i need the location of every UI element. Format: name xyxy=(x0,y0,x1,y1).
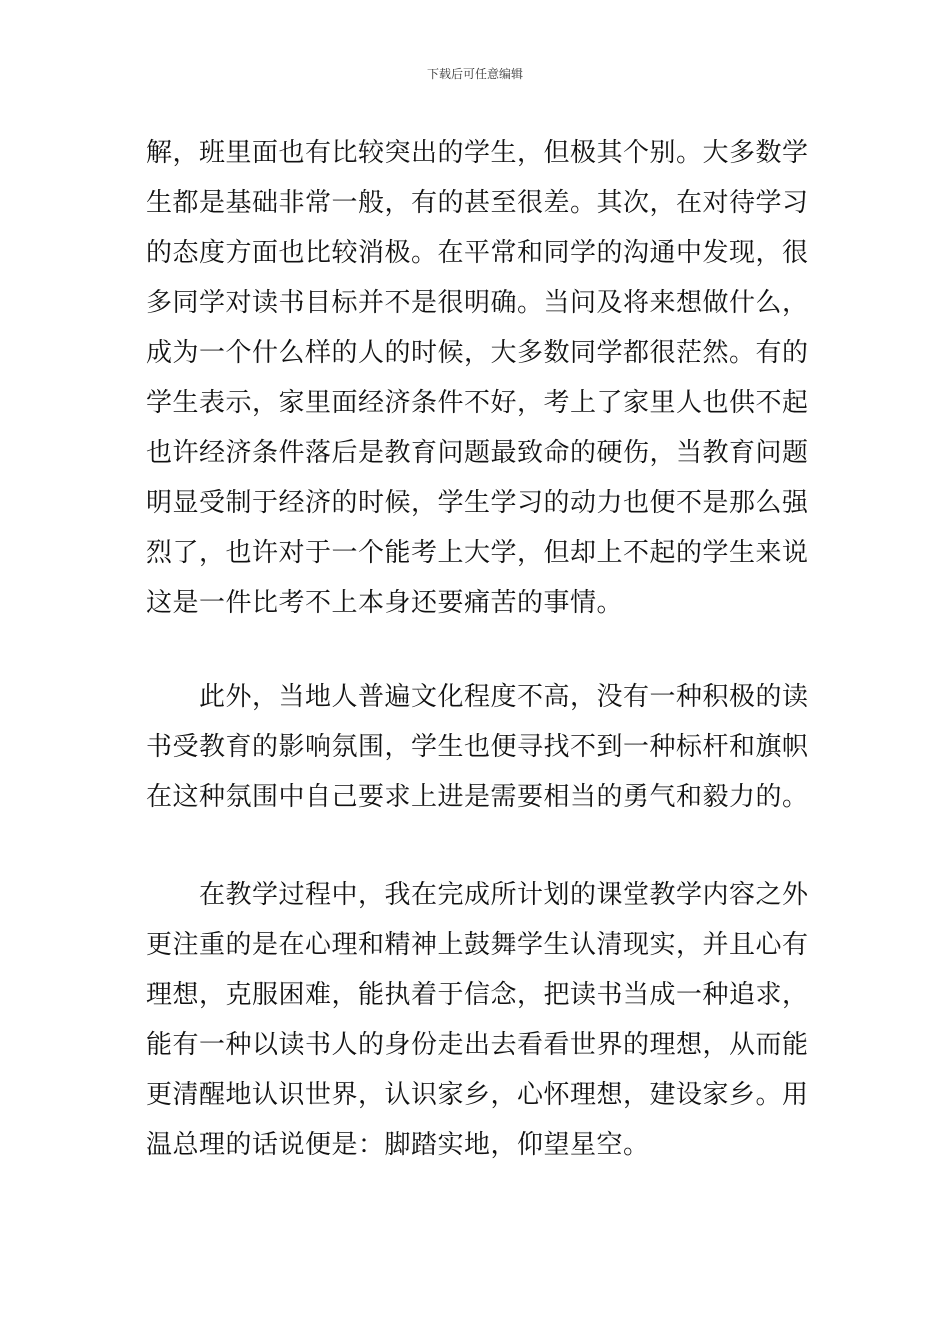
text-line: 成为一个什么样的人的时候，大多数同学都很茫然。有的 xyxy=(146,338,809,368)
text-line: 这是一件比考不上本身还要痛苦的事情。 xyxy=(146,588,624,618)
paragraph-3 xyxy=(146,870,826,1170)
text-line: 多同学对读书目标并不是很明确。当问及将来想做什么， xyxy=(146,288,809,318)
text-line: 温总理的话说便是：脚踏实地，仰望星空。 xyxy=(146,1130,650,1160)
text-line: 学生表示，家里面经济条件不好，考上了家里人也供不起 xyxy=(146,388,809,418)
paragraph-1 xyxy=(146,128,826,628)
text-line: 书受教育的影响氛围，学生也便寻找不到一种标杆和旗帜 xyxy=(146,732,809,762)
text-line: 明显受制于经济的时候，学生学习的动力也便不是那么强 xyxy=(146,488,809,518)
text-line: 此外，当地人普遍文化程度不高，没有一种积极的读 xyxy=(146,682,809,712)
page-header: 下载后可任意编辑 xyxy=(426,67,523,81)
text-line: 的态度方面也比较消极。在平常和同学的沟通中发现，很 xyxy=(146,238,809,268)
text-line: 解，班里面也有比较突出的学生，但极其个别。大多数学 xyxy=(146,138,809,168)
text-line: 也许经济条件落后是教育问题最致命的硬伤，当教育问题 xyxy=(146,438,809,468)
text-line: 生都是基础非常一般，有的甚至很差。其次，在对待学习 xyxy=(146,188,809,218)
text-line: 在这种氛围中自己要求上进是需要相当的勇气和毅力的。 xyxy=(146,782,809,812)
text-line: 在教学过程中，我在完成所计划的课堂教学内容之外 xyxy=(146,880,809,910)
paragraph-2 xyxy=(146,672,826,822)
text-line: 更清醒地认识世界，认识家乡，心怀理想，建设家乡。用 xyxy=(146,1080,809,1110)
text-line: 更注重的是在心理和精神上鼓舞学生认清现实，并且心有 xyxy=(146,930,809,960)
text-line: 理想，克服困难，能执着于信念，把读书当成一种追求， xyxy=(146,980,809,1010)
text-line: 能有一种以读书人的身份走出去看看世界的理想，从而能 xyxy=(146,1030,809,1060)
text-line: 烈了，也许对于一个能考上大学，但却上不起的学生来说 xyxy=(146,538,809,568)
